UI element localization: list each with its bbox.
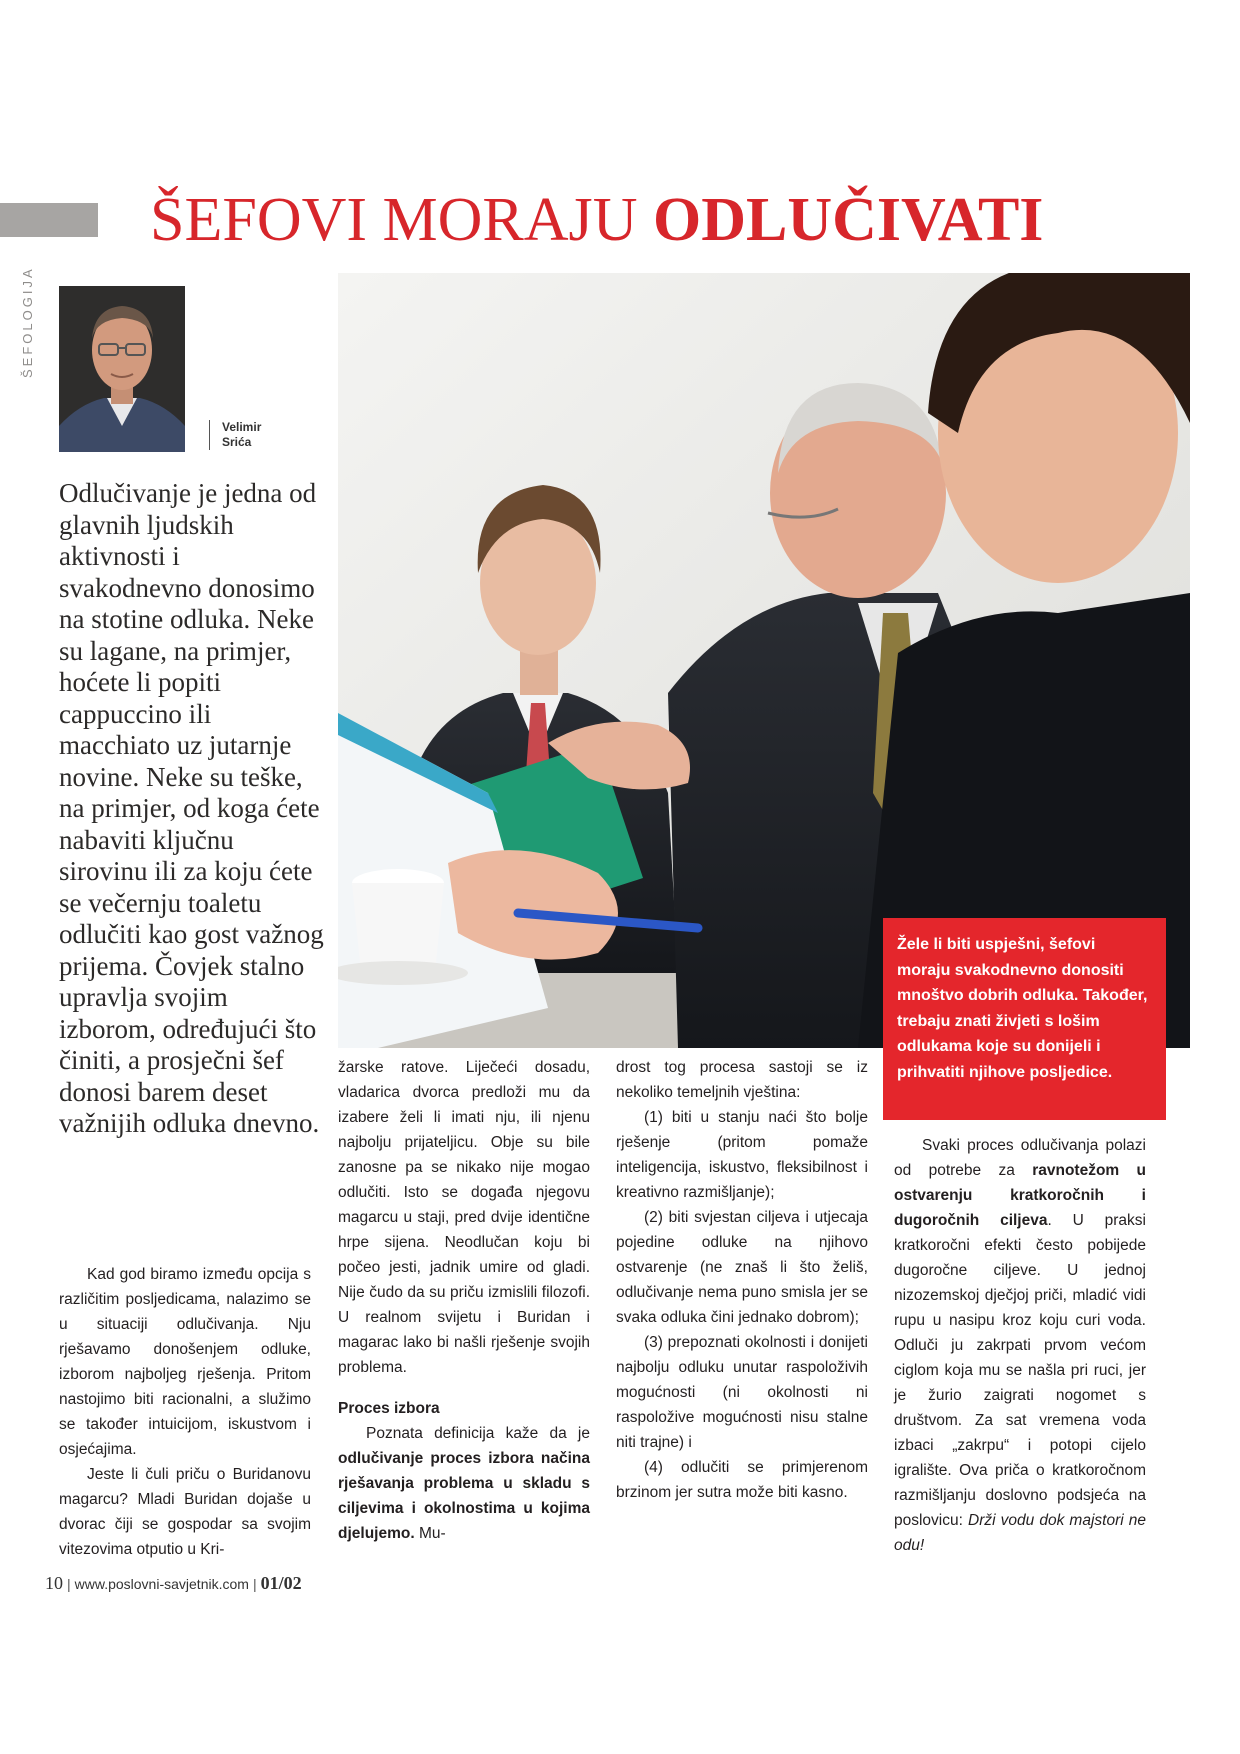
column2-paragraph-2 (338, 1421, 590, 1546)
footer-website: www.poslovni-savjetnik.com (74, 1576, 249, 1592)
column2-paragraph-1: žarske ratove. Liječeći dosadu, vladarica dvorca predloži mu da izabere želi li imati nju, ili njenu najbolju prijateljicu. Obje su bile zanosne pa se nikako nije mogao odlučiti. Isto se događa njegovu magarcu u staji, pred dvije identične hrpe sijena. Neodlučan koju bi počeo jesti, jadnik umire od gladi. Nije čudo da su priču izmislili filozofi. U realnom svijetu i Buridan i magarac lako bi našli rješenje svojih problema. (338, 1059, 590, 1376)
pull-quote (883, 918, 1166, 1120)
page-number: 10 (45, 1573, 63, 1593)
footer-separator: | (67, 1576, 71, 1592)
skill-item-1: (1) biti u stanju naći što bolje rješenje (pritom pomaže inteligencija, iskustvo, fleksibilnost i kreativno razmišljanje); (616, 1109, 868, 1201)
article-title (150, 180, 1043, 260)
title-bold: ODLUČIVATI (652, 186, 1044, 254)
section-tab-marker (0, 203, 98, 237)
title-normal: ŠEFOVI MORAJU (150, 186, 653, 254)
author-first-name: Velimir (222, 420, 262, 434)
article-column-1 (59, 1262, 311, 1562)
column4-paragraph (894, 1133, 1146, 1558)
definition-bold: odlučivanje proces izbora načina rješavanja problema u skladu s ciljevima i okolnostima u kojima djelujemo. (338, 1450, 590, 1542)
column1-paragraph-1: Kad god biramo između opcija s različitim posljedicama, nalazimo se u situaciji odlučivanja. Nju rješavamo donošenjem odluke, izborom najboljeg rješenja. Pritom nastojimo biti racionalni, a služimo se također intuicijom, iskustvom i osjećajima. (59, 1266, 311, 1458)
column4-body: . U praksi kratkoročni efekti često pobijede dugoročne ciljeve. U jednoj nizozemskoj dječjoj priči, mladić vidi rupu u nasipu kroz koju curi voda. Odluči ju zakrpati prvom većom ciglom koja mu se našla pri ruci, jer je žurio zaigrati nogomet s društvom. Za sat vremena voda izbaci „zakrpu“ i potopi cijelo igralište. Ova priča o kratkoročnom razmišljanju doslovno podsjeća na poslovicu: (894, 1212, 1146, 1529)
lead-paragraph: Odlučivanje je jedna od glavnih ljudskih aktivnosti i svakodnevno donosimo na stotine odluka. Neke su lagane, na primjer, hoćete li popiti cappuccino ili macchiato uz jutarnje novine. Neke su teške, na primjer, od koga ćete nabaviti ključnu sirovinu ili za koju ćete se večernju toaletu odlučiti kao gost važnog prijema. Čovjek stalno upravlja svojim izborom, određujući što činiti, a prosječni šef donosi barem deset važnijih odluka dnevno. (59, 478, 324, 1138)
skill-item-3: (3) prepoznati okolnosti i donijeti najbolju odluku unutar raspoloživih mogućnosti (ni okolnosti ni raspoložive mogućnosti nisu stalne niti trajne) i (616, 1334, 868, 1451)
article-column-3 (616, 1055, 868, 1505)
column1-paragraph-2: Jeste li čuli priču o Buridanovu magarcu? Mladi Buridan dojaše u dvorac čiji se gospodar sa svojim vitezovima otputio u Kri- (59, 1466, 311, 1558)
author-last-name: Srića (222, 435, 252, 449)
footer-separator-2: | (252, 1576, 257, 1592)
author-divider (209, 420, 210, 450)
issue-number: 01/02 (260, 1573, 302, 1593)
column4-bold: ravnotežom u ostvarenju kratkoročnih i dugoročnih ciljeva (894, 1162, 1146, 1229)
article-column-2 (338, 1055, 590, 1546)
author-byline (222, 420, 282, 450)
pull-quote-text: Žele li biti uspješni, šefovi moraju svakodnevno donositi mnoštvo dobrih odluka. Također, trebaju znati živjeti s lošim odlukama koje su donijeli i prihvatiti njihove posljedice. (897, 936, 1148, 1081)
column4-proverb: Drži vodu dok majstori ne odu! (894, 1512, 1147, 1554)
article-column-4 (894, 1133, 1146, 1558)
section-label: ŠEFOLOGIJA (20, 266, 35, 378)
subheading-proces-izbora: Proces izbora (338, 1400, 440, 1417)
author-portrait (59, 286, 185, 452)
skill-item-4: (4) odlučiti se primjerenom brzinom jer sutra može biti kasno. (616, 1459, 868, 1501)
definition-intro: Poznata definicija kaže da je (366, 1425, 590, 1442)
page-footer (45, 1573, 302, 1594)
skill-item-2: (2) biti svjestan ciljeva i utjecaja pojedine odluke na njihovo ostvarenje (ne znaš li što želiš, odlučivanje nema puno smisla jer se svaka odluka čini jednako dobrom); (616, 1209, 868, 1326)
column3-intro: drost tog procesa sastoji se iz nekoliko temeljnih vještina: (616, 1059, 868, 1101)
definition-end: Mu- (414, 1525, 446, 1542)
column4-intro: Svaki proces odlučivanja polazi od potrebe za (894, 1137, 1146, 1179)
